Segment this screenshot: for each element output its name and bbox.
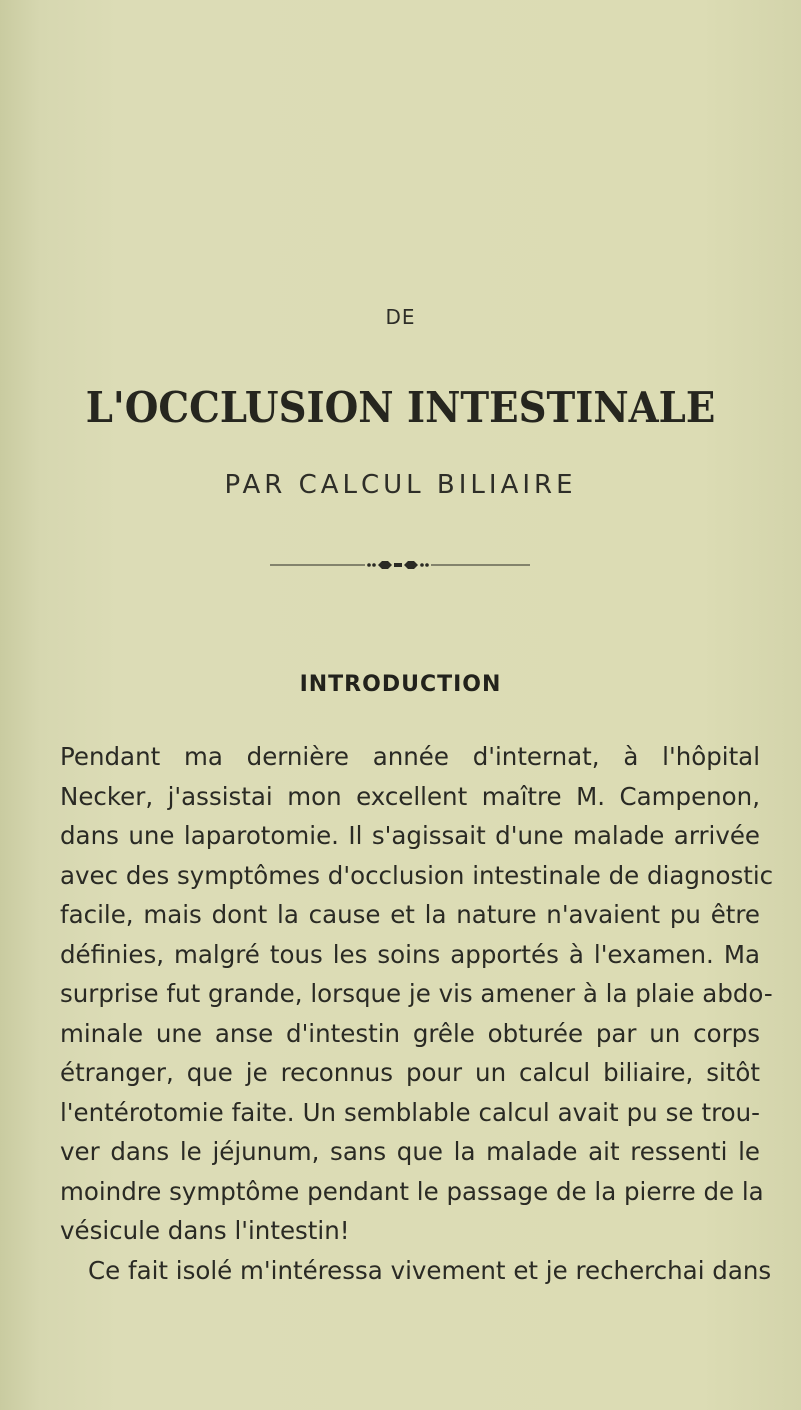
- paragraph-line: minale une anse d'intestin grêle obturée par un corps: [60, 1018, 760, 1048]
- body-paragraph: [60, 737, 774, 1290]
- paragraph-line: étranger, que je reconnus pour un calcul biliaire, sitôt: [60, 1058, 760, 1087]
- paragraph-line: avec des symptômes d'occlusion intestinale de diagnostic: [60, 860, 774, 890]
- paragraph-line: Pendant ma dernière année d'internat, à l'hôpital: [60, 742, 760, 771]
- paragraph-line: Ce fait isolé m'intéressa vivement et je recherchai dans: [88, 1255, 772, 1285]
- subtitle: PAR CALCUL BILIAIRE: [224, 470, 577, 500]
- paragraph-line: surprise fut grande, lorsque je vis amener à la plaie abdo-: [60, 979, 773, 1008]
- preposition-de: DE: [385, 305, 416, 329]
- paragraph-line: l'entérotomie faite. Un semblable calcul avait pu se trou-: [60, 1097, 760, 1127]
- paragraph-line: facile, mais dont la cause et la nature n'avaient pu être: [60, 900, 760, 929]
- paragraph-line: Necker, j'assistai mon excellent maître M. Campenon,: [60, 781, 760, 811]
- section-heading: INTRODUCTION: [299, 672, 502, 697]
- paragraph-line: ver dans le jéjunum, sans que la malade ait ressenti le: [60, 1137, 760, 1166]
- paragraph-line: dans une laparotomie. Il s'agissait d'une malade arrivée: [60, 821, 760, 850]
- main-title: L'OCCLUSION INTESTINALE: [85, 383, 716, 432]
- paragraph-line: moindre symptôme pendant le passage de la pierre de la: [60, 1176, 764, 1206]
- paragraph-line: vésicule dans l'intestin!: [60, 1216, 350, 1245]
- paragraph-line: définies, malgré tous les soins apportés à l'examen. Ma: [60, 939, 760, 969]
- ornament-divider: [270, 560, 530, 570]
